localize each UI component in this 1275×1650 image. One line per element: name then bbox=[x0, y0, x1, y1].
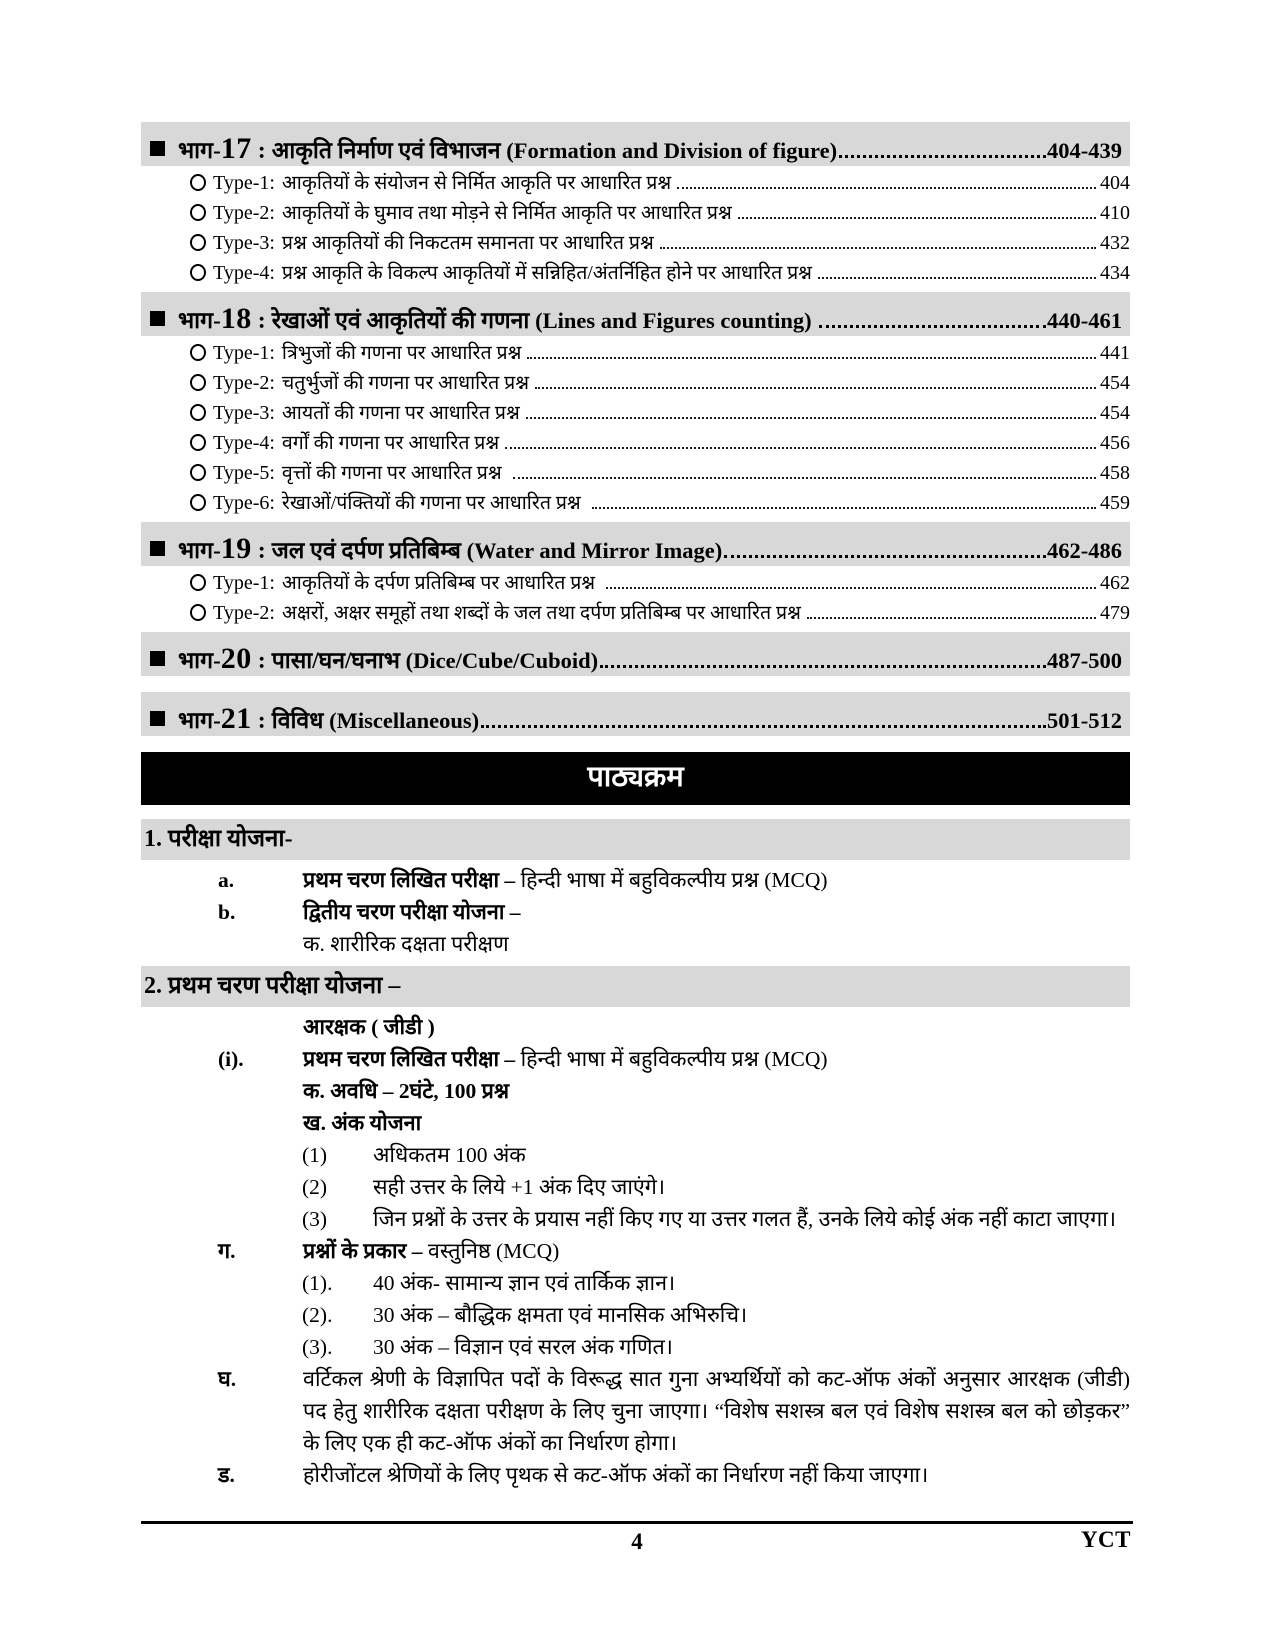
toc-type-row bbox=[190, 458, 1130, 488]
syllabus-row-label: ग. bbox=[218, 1239, 236, 1263]
syllabus-row-label: (i). bbox=[218, 1047, 244, 1071]
toc-type-label: Type-6: bbox=[213, 492, 275, 514]
toc-type-label: Type-5: bbox=[213, 462, 275, 484]
toc-section-header bbox=[141, 522, 1130, 566]
toc-part-label: भाग- bbox=[178, 308, 221, 333]
dot-leader bbox=[505, 447, 1096, 449]
syllabus-row-label: (1). bbox=[302, 1271, 333, 1295]
syllabus-row bbox=[141, 1011, 1130, 1043]
footer-inner bbox=[141, 1524, 1133, 1555]
toc-type-text: आकृतियों के घुमाव तथा मोड़ने से निर्मित आकृति पर आधारित प्रश्न bbox=[281, 203, 732, 224]
toc-section bbox=[141, 632, 1130, 676]
syllabus-row-label: (1) bbox=[302, 1143, 328, 1167]
toc-part-label: भाग- bbox=[178, 138, 221, 163]
syllabus-section-bar: 1. परीक्षा योजना- bbox=[141, 819, 1130, 860]
toc-type-text: प्रश्न आकृतियों की निकटतम समानता पर आधारित प्रश्न bbox=[281, 233, 654, 254]
syllabus-row bbox=[141, 1459, 1130, 1491]
syllabus-row-text: 30 अंक – बौद्धिक क्षमता एवं मानसिक अभिरुचि। bbox=[373, 1303, 748, 1327]
square-bullet-icon bbox=[150, 311, 165, 326]
toc-section-header bbox=[141, 122, 1130, 166]
page-number: 4 bbox=[631, 1529, 643, 1554]
syllabus-row-label: (2) bbox=[302, 1175, 328, 1199]
toc-type-page: 462 bbox=[1100, 572, 1130, 594]
toc-part-label: भाग- bbox=[178, 648, 221, 673]
syllabus-row-bold-text: ख. अंक योजना bbox=[303, 1111, 422, 1135]
toc-section-title-hindi: आकृति निर्माण एवं विभाजन bbox=[271, 138, 507, 163]
toc-type-label: Type-2: bbox=[213, 602, 275, 624]
syllabus-row bbox=[141, 1299, 1130, 1331]
dot-leader bbox=[592, 507, 1096, 509]
toc-section-title-hindi: पासा/घन/घनाभ bbox=[271, 648, 406, 673]
toc-section-title-english: (Dice/Cube/Cuboid) bbox=[405, 648, 599, 673]
toc-separator: : bbox=[251, 308, 272, 334]
syllabus-row-text: 30 अंक – विज्ञान एवं सरल अंक गणित। bbox=[373, 1335, 673, 1359]
syllabus-row bbox=[141, 1331, 1130, 1363]
toc-type-text: चतुर्भुजों की गणना पर आधारित प्रश्न bbox=[281, 373, 530, 394]
toc-section-title-hindi: जल एवं दर्पण प्रतिबिम्ब bbox=[271, 538, 467, 563]
syllabus-row bbox=[141, 896, 1130, 928]
syllabus-row-text: क. शारीरिक दक्षता परीक्षण bbox=[303, 932, 509, 956]
toc-type-page: 456 bbox=[1100, 432, 1130, 454]
toc-type-page: 458 bbox=[1100, 462, 1130, 484]
toc-type-page: 454 bbox=[1100, 372, 1130, 394]
syllabus-banner-title: पाठ्यक्रम bbox=[587, 761, 684, 793]
syllabus-row bbox=[141, 1171, 1130, 1203]
toc-section-title-english: (Formation and Division of figure) bbox=[506, 138, 838, 163]
circle-bullet-icon bbox=[190, 234, 206, 251]
syllabus-row-label: (2). bbox=[302, 1303, 333, 1327]
syllabus-row-label: (3) bbox=[302, 1207, 328, 1231]
circle-bullet-icon bbox=[190, 264, 206, 281]
toc-type-row bbox=[190, 338, 1130, 368]
toc-type-page: 479 bbox=[1100, 602, 1130, 624]
toc-type-label: Type-2: bbox=[213, 202, 275, 224]
circle-bullet-icon bbox=[190, 494, 206, 511]
syllabus-row-bold-text: प्रथम चरण लिखित परीक्षा – bbox=[303, 1047, 516, 1071]
toc-section-page-range: 404-439 bbox=[1047, 138, 1122, 163]
toc-type-label: Type-1: bbox=[213, 572, 275, 594]
toc-type-row bbox=[190, 168, 1130, 198]
table-of-contents bbox=[141, 122, 1130, 736]
dot-leader bbox=[724, 555, 1046, 558]
syllabus-row-label: ड. bbox=[218, 1463, 235, 1487]
syllabus-row bbox=[141, 1235, 1130, 1267]
toc-section-title-english: (Water and Mirror Image) bbox=[466, 538, 723, 563]
circle-bullet-icon bbox=[190, 574, 206, 591]
toc-section bbox=[141, 692, 1130, 736]
toc-type-page: 459 bbox=[1100, 492, 1130, 514]
syllabus-row-bold-text: द्वितीय चरण परीक्षा योजना – bbox=[303, 900, 521, 924]
syllabus-row-text: अधिकतम 100 अंक bbox=[373, 1143, 526, 1167]
toc-type-label: Type-1: bbox=[213, 172, 275, 194]
syllabus-row bbox=[141, 1203, 1130, 1235]
toc-part-label: भाग- bbox=[178, 708, 221, 733]
toc-type-page: 441 bbox=[1100, 342, 1130, 364]
syllabus-row-bold-text: प्रथम चरण लिखित परीक्षा – bbox=[303, 868, 516, 892]
toc-type-label: Type-1: bbox=[213, 342, 275, 364]
syllabus-row-bold-text: आरक्षक ( जीडी ) bbox=[303, 1015, 435, 1039]
dot-leader bbox=[807, 617, 1096, 619]
toc-type-row bbox=[190, 198, 1130, 228]
dot-leader bbox=[481, 725, 1046, 728]
dot-leader bbox=[818, 277, 1096, 279]
toc-type-row bbox=[190, 228, 1130, 258]
circle-bullet-icon bbox=[190, 604, 206, 621]
toc-type-text: वर्गों की गणना पर आधारित प्रश्न bbox=[281, 433, 500, 454]
toc-type-row bbox=[190, 428, 1130, 458]
toc-type-page: 434 bbox=[1100, 262, 1130, 284]
dot-leader bbox=[839, 155, 1046, 158]
toc-type-list bbox=[141, 168, 1130, 288]
page-content bbox=[141, 0, 1130, 1491]
syllabus-banner bbox=[141, 752, 1130, 805]
dot-leader bbox=[535, 387, 1096, 389]
syllabus-row-text: जिन प्रश्नों के उत्तर के प्रयास नहीं किए गए या उत्तर गलत हैं, उनके लिये कोई अंक नहीं काटा जाएगा। bbox=[373, 1207, 1116, 1231]
toc-section-header bbox=[141, 632, 1130, 676]
publisher-brand: YCT bbox=[1080, 1527, 1131, 1552]
toc-section-title-hindi: विविध bbox=[271, 708, 330, 733]
toc-type-label: Type-4: bbox=[213, 262, 275, 284]
toc-part-number: 21 bbox=[220, 702, 252, 735]
dot-leader bbox=[527, 357, 1096, 359]
toc-separator: : bbox=[251, 708, 272, 734]
toc-section-title-english: (Lines and Figures counting) bbox=[535, 308, 818, 333]
dot-leader bbox=[819, 325, 1046, 328]
syllabus-row-text: हिन्दी भाषा में बहुविकल्पीय प्रश्न (MCQ) bbox=[520, 1047, 828, 1071]
dot-leader bbox=[513, 477, 1096, 479]
toc-type-row bbox=[190, 398, 1130, 428]
syllabus-row bbox=[141, 1107, 1130, 1139]
toc-part-number: 17 bbox=[220, 132, 252, 165]
toc-type-row bbox=[190, 568, 1130, 598]
toc-type-list bbox=[141, 338, 1130, 518]
toc-section-page-range: 501-512 bbox=[1047, 708, 1122, 733]
toc-type-page: 432 bbox=[1100, 232, 1130, 254]
syllabus-row-text: हिन्दी भाषा में बहुविकल्पीय प्रश्न (MCQ) bbox=[520, 868, 828, 892]
syllabus-section-bar: 2. प्रथम चरण परीक्षा योजना – bbox=[141, 966, 1130, 1007]
toc-section-header bbox=[141, 692, 1130, 736]
syllabus-row-label: (3). bbox=[302, 1335, 333, 1359]
toc-type-label: Type-3: bbox=[213, 402, 275, 424]
circle-bullet-icon bbox=[190, 434, 206, 451]
syllabus-row bbox=[141, 1363, 1130, 1459]
toc-separator: : bbox=[251, 538, 272, 564]
syllabus-row-label: घ. bbox=[218, 1367, 237, 1391]
toc-type-label: Type-3: bbox=[213, 232, 275, 254]
toc-section-page-range: 462-486 bbox=[1047, 538, 1122, 563]
syllabus-row bbox=[141, 864, 1130, 896]
toc-section-page-range: 487-500 bbox=[1047, 648, 1122, 673]
dot-leader bbox=[738, 217, 1096, 219]
page-footer bbox=[141, 1521, 1133, 1555]
square-bullet-icon bbox=[150, 651, 165, 666]
dot-leader bbox=[526, 417, 1096, 419]
syllabus-row-text: वर्टिकल श्रेणी के विज्ञापित पदों के विरूद्ध सात गुना अभ्यर्थियों को कट-ऑफ अंकों अनुसार आरक्षक (जीडी) पद हेतु शारीरिक दक्षता परीक्षण के लिए चुना जाएगा। “विशेष सशस्त्र बल एवं विशेष सशस्त्र बल को छोड़कर” के लिए एक ही कट-ऑफ अंकों का निर्धारण होगा। bbox=[303, 1367, 1130, 1455]
syllabus-row bbox=[141, 1139, 1130, 1171]
toc-separator: : bbox=[251, 138, 272, 164]
syllabus-row bbox=[141, 928, 1130, 960]
circle-bullet-icon bbox=[190, 204, 206, 221]
toc-type-row bbox=[190, 488, 1130, 518]
syllabus-row bbox=[141, 1267, 1130, 1299]
toc-type-page: 454 bbox=[1100, 402, 1130, 424]
toc-section-title-hindi: रेखाओं एवं आकृतियों की गणना bbox=[271, 308, 536, 333]
square-bullet-icon bbox=[150, 141, 165, 156]
toc-part-label: भाग- bbox=[178, 538, 221, 563]
toc-type-page: 410 bbox=[1100, 202, 1130, 224]
toc-type-text: रेखाओं/पंक्तियों की गणना पर आधारित प्रश्न bbox=[281, 493, 586, 514]
toc-type-text: त्रिभुजों की गणना पर आधारित प्रश्न bbox=[281, 343, 522, 364]
toc-section bbox=[141, 292, 1130, 518]
syllabus-row-text: होरीजोंटल श्रेणियों के लिए पृथक से कट-ऑफ अंकों का निर्धारण नहीं किया जाएगा। bbox=[303, 1463, 929, 1487]
toc-type-page: 404 bbox=[1100, 172, 1130, 194]
toc-section bbox=[141, 122, 1130, 288]
dot-leader bbox=[600, 665, 1046, 668]
circle-bullet-icon bbox=[190, 464, 206, 481]
toc-type-row bbox=[190, 258, 1130, 288]
dot-leader bbox=[677, 187, 1096, 189]
syllabus-body bbox=[141, 819, 1130, 1491]
toc-type-text: अक्षरों, अक्षर समूहों तथा शब्दों के जल तथा दर्पण प्रतिबिम्ब पर आधारित प्रश्न bbox=[281, 603, 801, 624]
syllabus-row bbox=[141, 1075, 1130, 1107]
toc-type-row bbox=[190, 368, 1130, 398]
square-bullet-icon bbox=[150, 541, 165, 556]
toc-type-list bbox=[141, 568, 1130, 628]
toc-type-label: Type-4: bbox=[213, 432, 275, 454]
dot-leader bbox=[660, 247, 1096, 249]
toc-section-page-range: 440-461 bbox=[1047, 308, 1122, 333]
syllabus-row-label: b. bbox=[218, 900, 236, 924]
syllabus-row-label: a. bbox=[218, 868, 235, 892]
syllabus-row-bold-text: प्रश्नों के प्रकार – bbox=[303, 1239, 423, 1263]
toc-section bbox=[141, 522, 1130, 628]
toc-type-text: आयतों की गणना पर आधारित प्रश्न bbox=[281, 403, 520, 424]
toc-section-header bbox=[141, 292, 1130, 336]
toc-type-text: आकृतियों के संयोजन से निर्मित आकृति पर आधारित प्रश्न bbox=[281, 173, 672, 194]
syllabus-row-text: 40 अंक- सामान्य ज्ञान एवं तार्किक ज्ञान। bbox=[373, 1271, 676, 1295]
toc-separator: : bbox=[251, 648, 272, 674]
syllabus-row-text: सही उत्तर के लिये +1 अंक दिए जाएंगे। bbox=[373, 1175, 666, 1199]
toc-section-title-english: (Miscellaneous) bbox=[329, 708, 480, 733]
toc-part-number: 18 bbox=[220, 302, 252, 335]
syllabus-row bbox=[141, 1043, 1130, 1075]
syllabus-row-text: वस्तुनिष्ठ (MCQ) bbox=[427, 1239, 560, 1263]
dot-leader bbox=[606, 587, 1096, 589]
toc-part-number: 20 bbox=[220, 642, 252, 675]
toc-type-text: वृत्तों की गणना पर आधारित प्रश्न bbox=[281, 463, 507, 484]
toc-type-row bbox=[190, 598, 1130, 628]
toc-type-text: आकृतियों के दर्पण प्रतिबिम्ब पर आधारित प्रश्न bbox=[281, 573, 600, 594]
toc-type-text: प्रश्न आकृति के विकल्प आकृतियों में सन्निहित/अंतर्निहित होने पर आधारित प्रश्न bbox=[281, 263, 812, 284]
circle-bullet-icon bbox=[190, 404, 206, 421]
square-bullet-icon bbox=[150, 711, 165, 726]
toc-type-label: Type-2: bbox=[213, 372, 275, 394]
syllabus-row-bold-text: क. अवधि – 2घंटे, 100 प्रश्न bbox=[303, 1079, 510, 1103]
circle-bullet-icon bbox=[190, 344, 206, 361]
toc-part-number: 19 bbox=[220, 532, 252, 565]
circle-bullet-icon bbox=[190, 374, 206, 391]
circle-bullet-icon bbox=[190, 174, 206, 191]
